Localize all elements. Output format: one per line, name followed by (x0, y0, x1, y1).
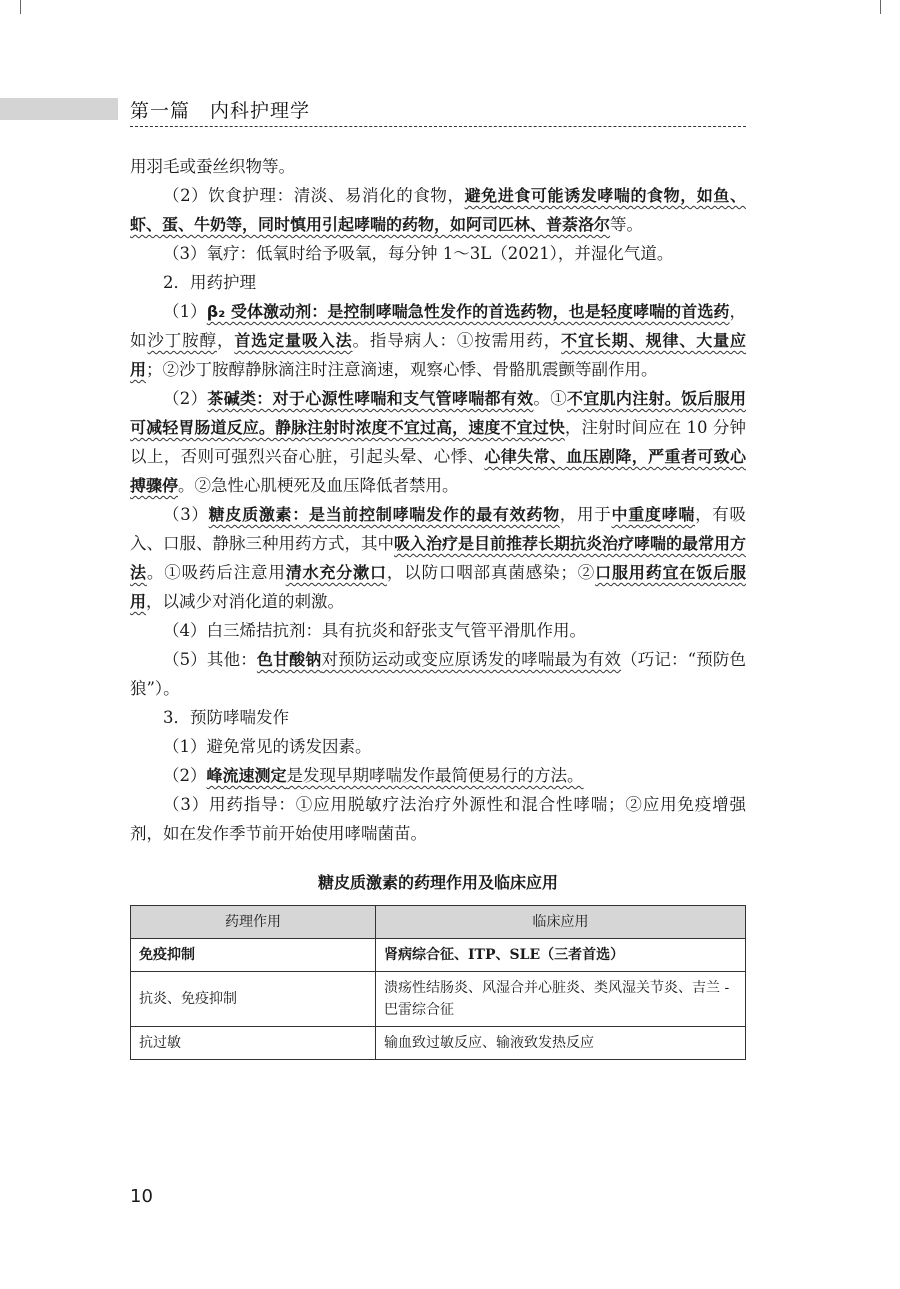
text: ，如 (130, 302, 746, 350)
paragraph-avoid-triggers (130, 732, 746, 761)
table-header-row (131, 906, 746, 939)
section-heading (130, 703, 746, 732)
section-heading (130, 268, 746, 297)
paragraph-leukotriene (130, 616, 746, 645)
text: （1）避免常见的诱发因素。 (163, 737, 372, 756)
table-row (131, 939, 746, 972)
paragraph-glucocorticoid (130, 500, 746, 616)
paragraph-peak-flow (130, 761, 746, 790)
text: 。① (533, 389, 567, 408)
key-point: 不宜长期、规律、大量应用 (130, 331, 747, 379)
column-header: 药理作用 (131, 906, 376, 939)
text: ，注射时间应在 10 分钟以上，否则可强烈兴奋心脏，引起头晕、心悸、 (130, 418, 746, 466)
table-cell: 溃疡性结肠炎、风湿合并心脏炎、类风湿关节炎、吉兰 - 巴雷综合征 (376, 972, 746, 1027)
table-cell: 肾病综合征、ITP、SLE（三者首选） (376, 939, 746, 972)
paragraph-other (130, 645, 746, 703)
key-point: 中重度哮喘 (611, 505, 696, 524)
text: （3）用药指导：①应用脱敏疗法治疗外源性和混合性哮喘；②应用免疫增强剂，如在发作季节前开始使用哮喘菌苗。 (130, 795, 746, 843)
key-point: 对预防运动或变应原诱发的哮喘最为有效 (321, 650, 622, 669)
key-point: 避免进食可能诱发哮喘的食物，如鱼、虾、蛋、牛奶等，同时慎用引起哮喘的药物，如阿司匹林、普萘洛尔 (130, 186, 746, 234)
key-point: 口服用药宜在饭后服用 (130, 563, 746, 611)
text: 等。 (610, 215, 644, 234)
key-point: 茶碱类：对于心源性哮喘和支气管哮喘都有效 (207, 389, 534, 408)
paragraph-theophylline (130, 384, 746, 500)
paragraph-beta2 (130, 297, 746, 384)
crop-mark-left (20, 0, 21, 14)
table-title: 糖皮质激素的药理作用及临床应用 (317, 873, 558, 892)
text: 。②急性心肌梗死及血压降低者禁用。 (178, 476, 459, 495)
text: （3）氧疗：低氧时给予吸氧，每分钟 1～3L（2021），并湿化气道。 (163, 244, 674, 263)
main-content (130, 152, 746, 1060)
header-title: 第一篇 内科护理学 (130, 100, 311, 122)
header-band (0, 98, 118, 120)
table-row (131, 1027, 746, 1060)
text: （2）饮食护理：清淡、易消化的食物， (163, 186, 465, 205)
key-point: 糖皮质激素：是当前控制哮喘发作的最有效药物 (208, 505, 560, 524)
text: 2．用药护理 (163, 273, 256, 292)
text: ，以防口咽部真菌感染；② (386, 563, 596, 582)
text: （3） (163, 505, 209, 524)
table-cell: 输血致过敏反应、输液致发热反应 (376, 1027, 746, 1060)
text: 3．预防哮喘发作 (163, 708, 289, 727)
key-point: β₂ 受体激动剂：是控制哮喘急性发作的首选药物，也是轻度哮喘的首选药 (206, 302, 730, 321)
table-cell: 免疫抑制 (131, 939, 376, 972)
text: （5）其他： (163, 650, 257, 669)
text: ，用于 (559, 505, 612, 524)
key-point: 心律失常、血压剧降，严重者可致心搏骤停 (130, 447, 746, 495)
crop-mark-right (880, 0, 881, 14)
text: 。①吸药后注意用 (146, 563, 286, 582)
key-point: 吸入治疗是目前推荐长期抗炎治疗哮喘的最常用方法 (130, 534, 747, 582)
pharmacology-table (130, 905, 746, 1060)
paragraph-oxygen (130, 239, 746, 268)
key-point: 不宜肌内注射。饭后服用可减轻胃肠道反应。静脉注射时浓度不宜过高，速度不宜过快 (130, 389, 746, 437)
text: ，以减少对消化道的刺激。 (146, 592, 345, 611)
text: 。指导病人：①按需用药， (352, 331, 562, 350)
key-point: 首选定量吸入法 (234, 331, 353, 350)
text: （2） (163, 766, 207, 785)
key-point: 峰流速测定 (206, 766, 287, 785)
text: ， (216, 331, 235, 350)
text: （巧记：“预防色狼”）。 (130, 650, 747, 698)
table-cell: 抗炎、免疫抑制 (131, 972, 376, 1027)
key-point: 沙丁胺醇 (147, 331, 217, 350)
table-row (131, 972, 746, 1027)
paragraph-diet (130, 181, 746, 239)
text: （4）白三烯拮抗剂：具有抗炎和舒张支气管平滑肌作用。 (163, 621, 586, 640)
text: ；②沙丁胺醇静脉滴注时注意滴速，观察心悸、骨骼肌震颤等副作用。 (146, 360, 658, 379)
key-point: 是发现早期哮喘发作最简便易行的方法。 (286, 766, 584, 785)
header-divider (130, 126, 746, 127)
column-header: 临床应用 (376, 906, 746, 939)
text: 用羽毛或蚕丝织物等。 (130, 157, 295, 176)
paragraph-medication-guidance (130, 790, 746, 848)
key-point: 色甘酸钠 (256, 650, 322, 669)
text: （1） (163, 302, 207, 321)
table-cell: 抗过敏 (131, 1027, 376, 1060)
text: ，有吸入、口服、静脉三种用药方式，其中 (130, 505, 747, 553)
paragraph (130, 152, 746, 181)
page-number: 10 (130, 1186, 153, 1207)
key-point: 清水充分漱口 (285, 563, 387, 582)
text: （2） (163, 389, 208, 408)
